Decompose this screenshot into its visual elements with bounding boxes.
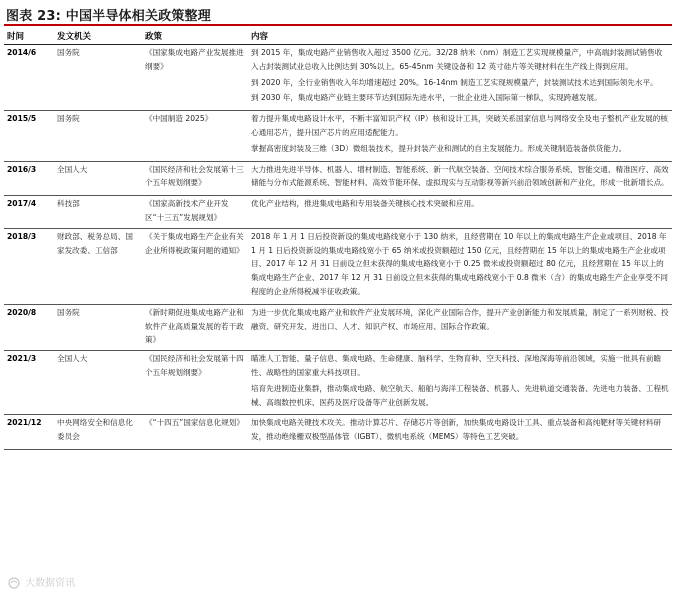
cell-policy: 《国家集成电路产业发展推进纲要》 xyxy=(142,45,248,111)
content-paragraph: 瞄准人工智能、量子信息、集成电路、生命健康、脑科学、生物育种、空天科技、深地深海等前沿领域，实施一批具有前瞻性、战略性的国家重大科技项目。 xyxy=(251,354,662,377)
content-paragraph: 到 2030 年，集成电路产业链主要环节达到国际先进水平，一批企业进入国际第一梯队，实现跨越发展。 xyxy=(251,93,602,103)
content-paragraph: 加快集成电路关键技术攻关。推动计算芯片、存储芯片等创新，加快集成电路设计工具、重点装备和高纯靶材等关键材料研发，推动绝缘栅双极型晶体管（IGBT）、微机电系统（MEMS）等特色工艺突破。 xyxy=(251,418,662,442)
table-row xyxy=(4,304,672,350)
table-row xyxy=(4,45,672,111)
content-paragraph: 优化产业结构，推进集成电路和专用装备关键核心技术突破和应用。 xyxy=(251,199,479,209)
cell-time: 2017/4 xyxy=(4,196,54,229)
cell-agency: 国务院 xyxy=(54,304,142,350)
table-row xyxy=(4,351,672,415)
table-row xyxy=(4,196,672,229)
header-agency: 发文机关 xyxy=(54,28,142,45)
cell-policy: 《国民经济和社会发展第十四个五年规划纲要》 xyxy=(142,351,248,415)
watermark-text: 大数据资讯 xyxy=(25,578,76,589)
watermark-logo-icon xyxy=(8,577,22,589)
cell-content xyxy=(248,161,672,196)
cell-content xyxy=(248,45,672,111)
content-paragraph: 2018 年 1 月 1 日后投资新设的集成电路线宽小于 130 纳米，且经营期在 10 年以上的集成电路生产企业或项目、2018 年 1 月 1 日后投资新设的集成电路线宽小于 65 纳米或投资额超过 150 亿元，且经营期在 15 年以上的集成电路生产企业或项目、2017 年 12 月 31 日前设立但未获得的集成电路线宽小于 0.25 微米或投资额超过 80 亿元，且经营期在 15 年以上的集成电路生产企业、2017 年 12 月 31 日前设立但未获得的集成电路线宽小于 0.8 微米（含）的集成电路生产企业享受不同程度的企业所得税减半征收政策。 xyxy=(251,231,668,296)
cell-time: 2014/6 xyxy=(4,45,54,111)
cell-policy: 《国家高新技术产业开发区“十三五”发展规划》 xyxy=(142,196,248,229)
content-paragraph: 掌握高密度封装及三维（3D）微组装技术，提升封装产业和测试的自主发展能力。形成关键制造装备供货能力。 xyxy=(251,143,627,153)
figure-title: 图表 23: 中国半导体相关政策整理 xyxy=(6,9,211,24)
cell-policy: 《国民经济和社会发展第十三个五年规划纲要》 xyxy=(142,161,248,196)
cell-time: 2021/12 xyxy=(4,415,54,450)
table-header-row xyxy=(4,28,672,45)
table-body xyxy=(4,45,672,450)
watermark xyxy=(8,574,75,589)
cell-policy: 《关于集成电路生产企业有关企业所得税政策问题的通知》 xyxy=(142,228,248,304)
content-paragraph: 为进一步优化集成电路产业和软件产业发展环境，深化产业国际合作，提升产业创新能力和发展质量，制定了一系列财税、投融资、研究开发、进出口、人才、知识产权、市场应用、国际合作政策。 xyxy=(251,307,669,331)
cell-agency: 国务院 xyxy=(54,45,142,111)
content-paragraph: 着力提升集成电路设计水平，不断丰富知识产权（IP）核和设计工具，突破关系国家信息与网络安全及电子整机产业发展的核心通用芯片，提升国产芯片的应用适配能力。 xyxy=(251,114,668,137)
cell-content xyxy=(248,415,672,450)
cell-time: 2021/3 xyxy=(4,351,54,415)
cell-content xyxy=(248,351,672,415)
table-row xyxy=(4,415,672,450)
cell-content xyxy=(248,196,672,229)
cell-agency: 全国人大 xyxy=(54,351,142,415)
content-paragraph: 培育先进制造业集群，推动集成电路、航空航天、船舶与海洋工程装备、机器人、先进轨道交通装备、先进电力装备、工程机械、高端数控机床、医药及医疗设备等产业创新发展。 xyxy=(251,383,669,407)
cell-time: 2016/3 xyxy=(4,161,54,196)
content-paragraph: 到 2020 年，全行业销售收入年均增速超过 20%。16-14nm 制造工艺实现规模量产，封装测试技术达到国际领先水平。 xyxy=(251,77,658,87)
cell-time: 2018/3 xyxy=(4,228,54,304)
header-policy: 政策 xyxy=(142,28,248,45)
cell-agency: 科技部 xyxy=(54,196,142,229)
table-row xyxy=(4,111,672,161)
cell-time: 2020/8 xyxy=(4,304,54,350)
title-rule xyxy=(4,24,672,26)
cell-content xyxy=(248,111,672,161)
table-row xyxy=(4,228,672,304)
cell-content xyxy=(248,304,672,350)
header-time: 时间 xyxy=(4,28,54,45)
cell-time: 2015/5 xyxy=(4,111,54,161)
policy-table xyxy=(4,28,672,450)
content-paragraph: 到 2015 年，集成电路产业销售收入超过 3500 亿元。32/28 纳米（nm）制造工艺实现规模量产，中高端封装测试销售收入占封装测试业总收入比例达到 30%以上。65-45nm 关键设备和 12 英寸硅片等关键材料在生产线上得到应用。 xyxy=(251,48,663,71)
cell-policy: 《新时期促进集成电路产业和软件产业高质量发展的若干政策》 xyxy=(142,304,248,350)
cell-policy: 《“十四五”国家信息化规划》 xyxy=(142,415,248,450)
header-content: 内容 xyxy=(248,28,672,45)
cell-agency: 财政部、税务总局、国家发改委、工信部 xyxy=(54,228,142,304)
cell-agency: 中央网络安全和信息化委员会 xyxy=(54,415,142,450)
content-paragraph: 大力推进先进半导体、机器人、增材制造、智能系统、新一代航空装备、空间技术综合服务系统、智能交通、精准医疗、高效储能与分布式能源系统、智能材料、高效节能环保、虚拟现实与互动影视等新兴前沿领域创新和产业化，形成一批新增长点。 xyxy=(251,164,669,188)
cell-agency: 全国人大 xyxy=(54,161,142,196)
cell-policy: 《中国制造 2025》 xyxy=(142,111,248,161)
cell-agency: 国务院 xyxy=(54,111,142,161)
cell-content xyxy=(248,228,672,304)
table-row xyxy=(4,161,672,196)
